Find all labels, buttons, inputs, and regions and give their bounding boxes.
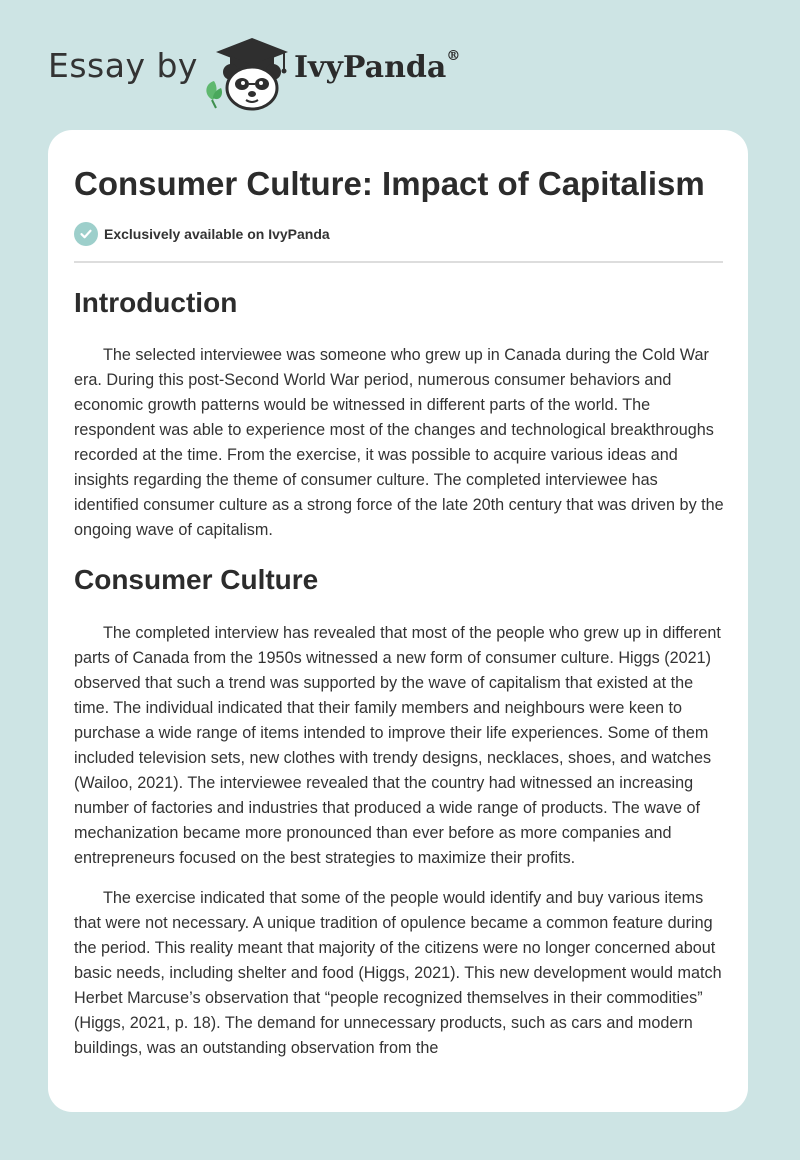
section-heading-consumer-culture: Consumer Culture (74, 563, 319, 595)
essay-body (74, 278, 726, 1061)
essay-card (48, 130, 748, 1112)
leaf-icon (206, 81, 222, 108)
essay-title: Consumer Culture: Impact of Capitalism (74, 165, 705, 202)
exclusive-badge (74, 222, 330, 246)
paragraph: The completed interview has revealed that most of the people who grew up in different parts of Canada from the 1950s witnessed a new form of consumer culture. Higgs (2021) observed that such a trend was supported by the wave of capitalism that existed at the time. The individual indicated that their family members and neighbours were keen to purchase a wide range of items intended to improve their life experiences. Some of them included television sets, new clothes with trendy designs, necklaces, shoes, and watches (Wailoo, 2021). The interviewee revealed that the country had witnessed an increasing number of factories and industries that produced a wide range of products. The wave of mechanization became more pronounced than ever before as more companies and entrepreneurs focused on the best strategies to maximize their profits. (74, 624, 721, 868)
paragraph: The exercise indicated that some of the people would identify and buy various items that were not necessary. A unique tradition of opulence became a common feature during the period. This reality meant that majority of the citizens were no longer concerned about basic needs, including shelter and food (Higgs, 2021). This new development would match Herbet Marcuse’s observation that “people recognized themselves in their commodities” (Higgs, 2021, p. 18). The demand for unnecessary products, such as cars and modern buildings, was an outstanding observation from the (74, 889, 722, 1058)
registered-mark: ® (446, 48, 461, 64)
brand-text: IvyPanda (294, 50, 447, 85)
essay-by-label: Essay by (48, 46, 198, 85)
ivypanda-logo-icon[interactable] (200, 34, 292, 112)
brand-name[interactable] (294, 50, 460, 85)
site-header (48, 34, 528, 114)
exclusive-badge-label: Exclusively available on IvyPanda (104, 226, 330, 242)
title-divider (74, 261, 723, 263)
check-circle-icon (74, 222, 98, 246)
section-heading-introduction: Introduction (74, 287, 238, 318)
paragraph: The selected interviewee was someone who grew up in Canada during the Cold War era. During this post-Second World War period, numerous consumer behaviors and economic growth patterns would be witnessed in different parts of the world. The respondent was able to experience most of the changes and technological breakthroughs recorded at the time. From the exercise, it was possible to acquire various ideas and insights regarding the theme of consumer culture. The completed interviewee has identified consumer culture as a strong force of the late 20th century that was driven by the ongoing wave of capitalism. (74, 345, 724, 539)
